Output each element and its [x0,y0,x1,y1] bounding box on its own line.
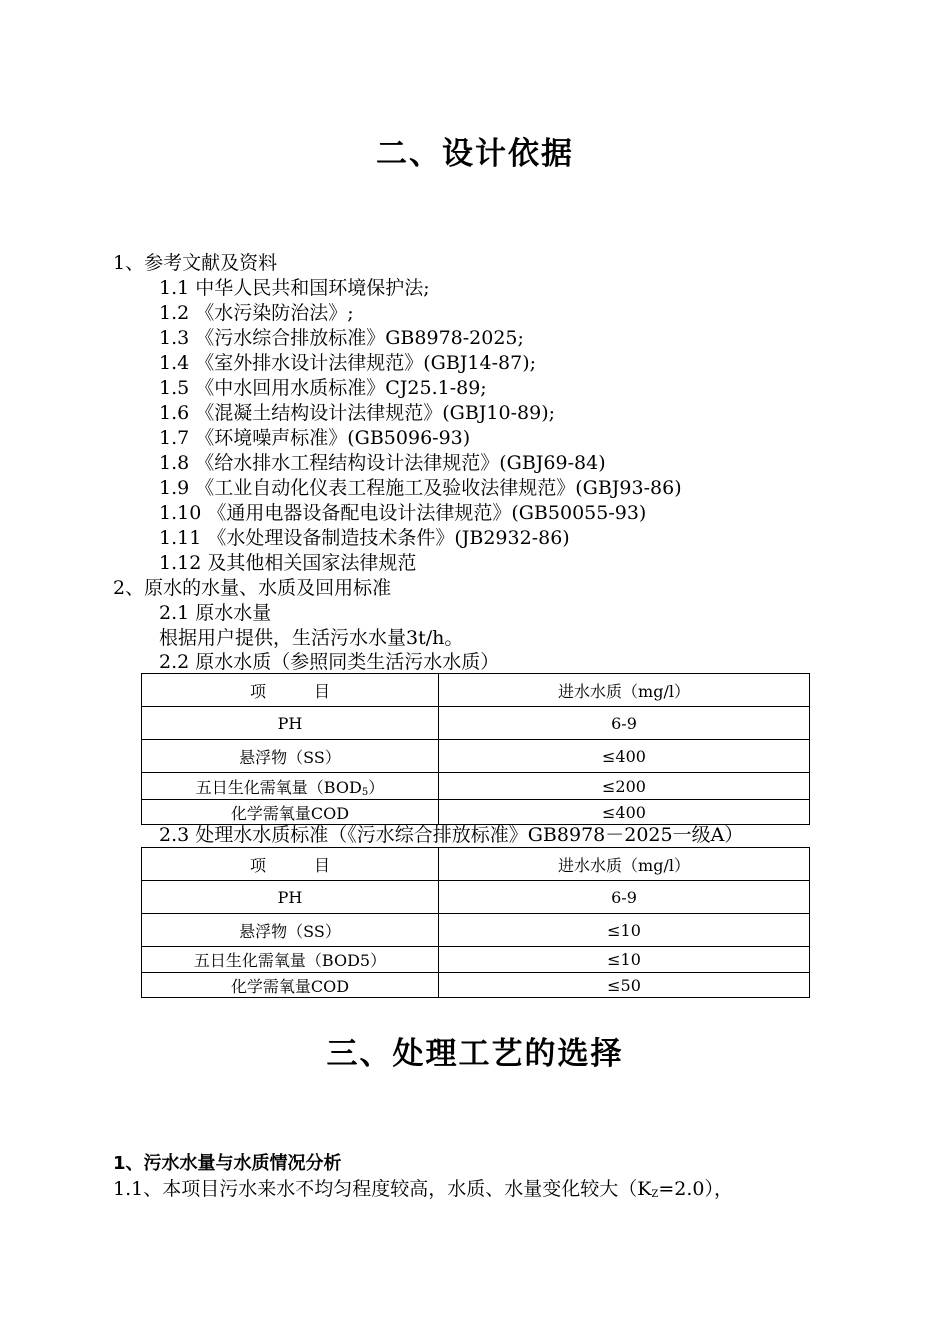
table-cell: ≤50 [439,973,810,998]
reference-item: 1.10 《通用电器设备配电设计法律规范》(GB50055-93) [159,502,647,524]
table-cell: ≤10 [439,914,810,947]
section-title-process-selection: 三、处理工艺的选择 [326,1036,624,1072]
table-row [142,773,810,800]
raw-flow-heading: 2.1 原水水量 [159,602,272,624]
table-cell: 化学需氧量COD [142,800,439,825]
table-cell: PH [142,707,439,740]
reference-item: 1.2 《水污染防治法》; [159,302,354,324]
table-row [142,881,810,914]
sewage-analysis-paragraph [113,1177,733,1207]
table-header-row [142,848,810,881]
treated-quality-heading: 2.3 处理水水质标准（《污水综合排放标准》GB8978－2025一级A） [159,824,744,846]
table-cell: 悬浮物（SS） [142,914,439,947]
reference-item: 1.8 《给水排水工程结构设计法律规范》(GBJ69-84) [159,452,606,474]
table-row [142,740,810,773]
bod-subscript: 5 [361,786,369,798]
treated-water-quality-table [141,847,810,998]
kz-subscript: Z [651,1189,659,1200]
raw-quality-heading: 2.2 原水水质（参照同类生活污水水质） [159,651,500,673]
reference-item: 1.4 《室外排水设计法律规范》(GBJ14-87); [159,352,537,374]
table-row [142,947,810,973]
table-row [142,800,810,825]
table-cell: 五日生化需氧量（BOD5） [142,947,439,973]
reference-item: 1.6 《混凝土结构设计法律规范》(GBJ10-89); [159,402,556,424]
table-header-row [142,674,810,707]
raw-water-heading: 2、原水的水量、水质及回用标准 [113,577,392,599]
table-cell: ≤400 [439,740,810,773]
references-heading: 1、参考文献及资料 [113,252,278,274]
section-title-design-basis: 二、设计依据 [376,136,574,172]
table-header-cell: 进水水质（mg/l） [439,674,810,707]
table-cell: ≤10 [439,947,810,973]
table-cell: ≤400 [439,800,810,825]
raw-flow-text: 根据用户提供，生活污水水量3t/h。 [159,627,464,649]
reference-item: 1.7 《环境噪声标准》(GB5096-93) [159,427,471,449]
bod-label: 五日生化需氧量（BOD [195,777,362,797]
paragraph-text: 1.1、本项目污水来水不均匀程度较高，水质、水量变化较大（K [113,1178,652,1200]
sewage-analysis-heading: 1、污水水量与水质情况分析 [113,1153,342,1174]
table-header-cell: 项 目 [142,674,439,707]
reference-item: 1.1 中华人民共和国环境保护法; [159,277,430,299]
table-header-cell: 项 目 [142,848,439,881]
table-cell: 6-9 [439,881,810,914]
reference-item: 1.9 《工业自动化仪表工程施工及验收法律规范》(GBJ93-86) [159,477,682,499]
bod-label-suffix: ） [368,777,385,797]
table-cell: PH [142,881,439,914]
table-cell: 悬浮物（SS） [142,740,439,773]
table-cell: ≤200 [439,773,810,800]
table-row [142,973,810,998]
table-cell: 6-9 [439,707,810,740]
raw-water-quality-table [141,673,810,825]
reference-item: 1.12 及其他相关国家法律规范 [159,552,417,574]
table-cell: 化学需氧量COD [142,973,439,998]
table-row [142,914,810,947]
reference-item: 1.11 《水处理设备制造技术条件》(JB2932-86) [159,527,570,549]
table-cell [142,773,439,800]
reference-item: 1.3 《污水综合排放标准》GB8978-2025; [159,327,524,349]
paragraph-text-suffix: =2.0）， [658,1178,734,1200]
reference-item: 1.5 《中水回用水质标准》CJ25.1-89; [159,377,487,399]
table-row [142,707,810,740]
table-header-cell: 进水水质（mg/l） [439,848,810,881]
